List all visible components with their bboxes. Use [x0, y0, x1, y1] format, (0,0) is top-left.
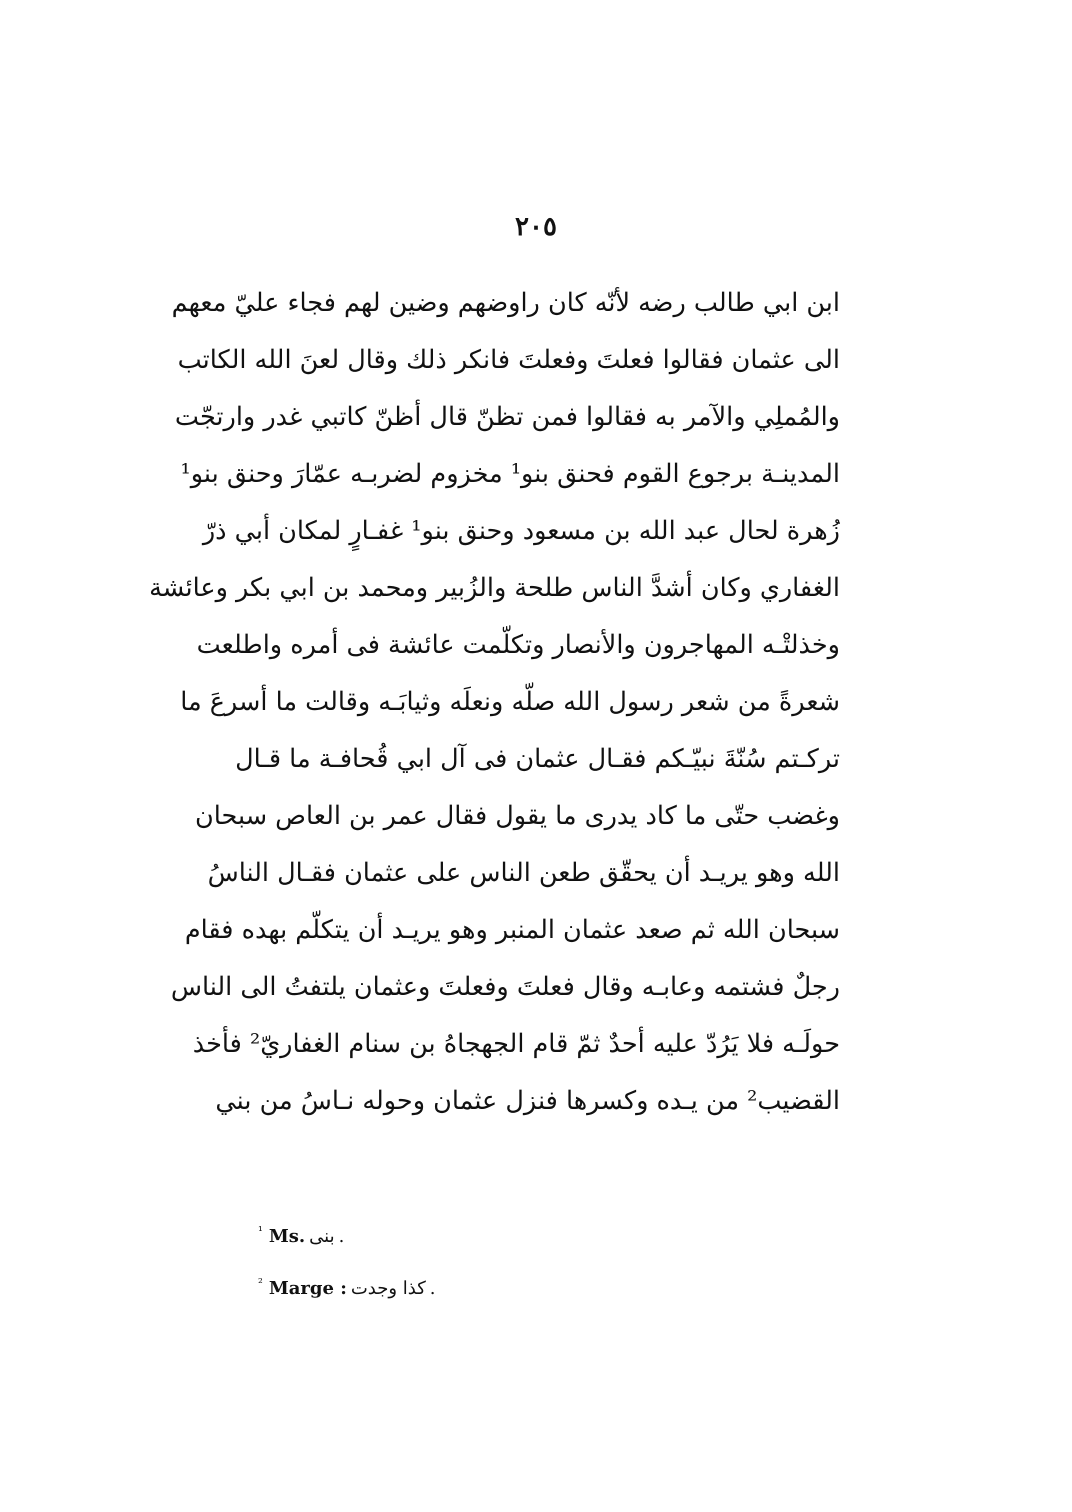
footnote-arabic: بنى — [309, 1226, 335, 1247]
text-line: زُهرة لحال عبد الله بن مسعود وحنق بنو¹ غفـارٍ لمكان أبي ذرّ — [202, 516, 840, 546]
footnote-end: . — [338, 1226, 345, 1247]
text-line: القضيب² من يـده وكسرها فنزل عثمان وحوله نـاسُ من بني — [215, 1086, 840, 1116]
page-number: ٢٠٥ — [515, 212, 557, 242]
text-line: حولَـه فلا يَرُدّ عليه أحدٌ ثمّ قام الجهجاهُ بن سنام الغفاريّ² فأخذ — [192, 1029, 840, 1059]
footnote-2 — [258, 1257, 436, 1309]
footnote-arabic: كذا وجدت — [350, 1278, 426, 1299]
footnote-1 — [258, 1205, 436, 1257]
text-line: تركـتم سُنّةَ نبيّـكم فقـال عثمان فى آل ابي قُحافـة ما قـال — [235, 744, 840, 774]
main-text-block — [149, 275, 840, 1130]
footnote-label: Marge : — [268, 1278, 347, 1299]
text-line: الله وهو يريـد أن يحقّق طعن الناس على عثمان فقـال الناسُ — [207, 858, 840, 888]
text-line: رجلٌ فشتمه وعابـه وقال فعلتَ وفعلتَ وعثمان يلتفتُ الى الناس — [170, 972, 840, 1002]
text-line: والمُملِي والآمر به فقالوا فمن تظنّ قال أظنّ كاتبي غدر وارتجّت — [174, 402, 840, 432]
text-line: وخذلتْـه المهاجرون والأنصار وتكلّمت عائشة فى أمره واطلعت — [196, 630, 840, 660]
text-line: الى عثمان فقالوا فعلتَ وفعلتَ فانكر ذلك وقال لعنَ الله الكاتب — [177, 345, 840, 375]
footnote-mark: ² — [258, 1276, 263, 1290]
text-line: المدينـة برجوع القوم فحنق بنو¹ مخزوم لضربـه عمّارَ وحنق بنو¹ — [180, 459, 840, 489]
footnote-end: . — [429, 1278, 436, 1299]
footnote-mark: ¹ — [258, 1224, 263, 1238]
text-line: شعرةً من شعر رسول الله صلّه ونعلَه وثيابَـه وقالت ما أسرعَ ما — [180, 687, 840, 717]
text-line: الغفاري وكان أشدَّ الناس طلحة والزُبير ومحمد بن ابي بكر وعائشة — [149, 573, 840, 603]
text-line: وغضب حتّى ما كاد يدرى ما يقول فقال عمر بن العاص سبحان — [195, 801, 840, 831]
footnotes — [258, 1205, 436, 1309]
footnote-label: Ms. — [268, 1226, 306, 1247]
text-line: ابن ابي طالب رضه لأنّه كان راوضهم وضين لهم فجاء عليّ معهم — [171, 288, 840, 318]
text-line: سبحان الله ثم صعد عثمان المنبر وهو يريـد أن يتكلّم بهده فقام — [184, 915, 840, 945]
